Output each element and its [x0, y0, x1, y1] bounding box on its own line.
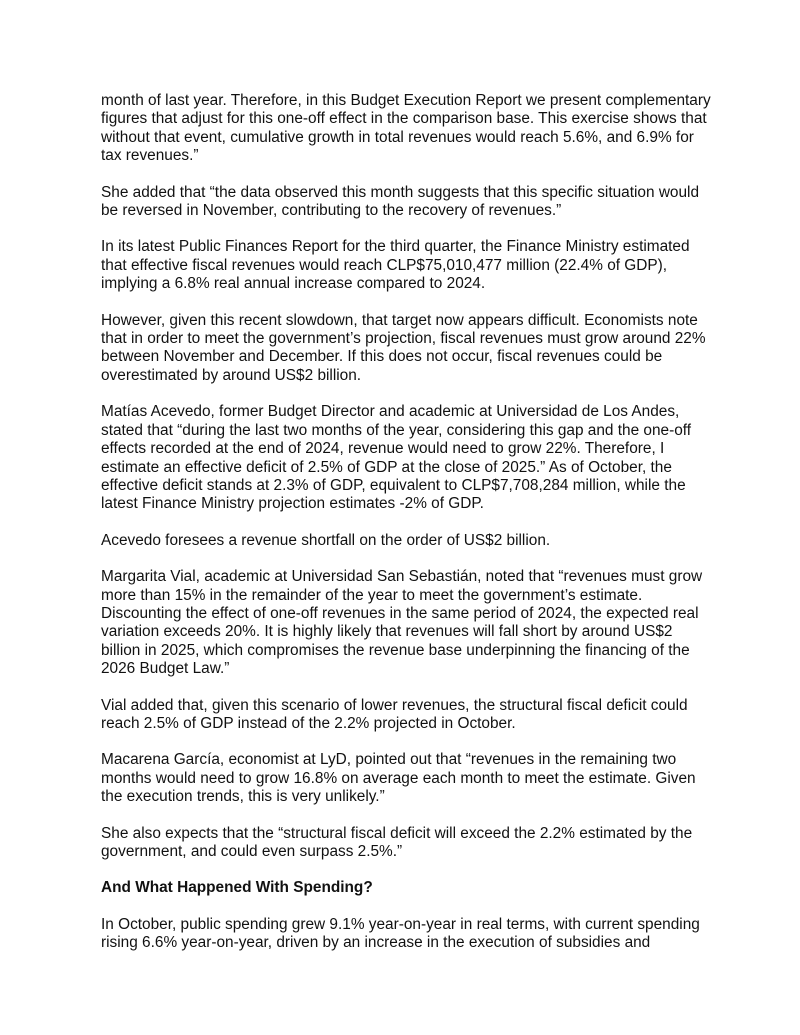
paragraph: However, given this recent slowdown, that target now appears difficult. Economists note that in order to meet the government’s projection, fiscal revenues must grow around 22% between November and December. If this does not occur, fiscal revenues could be overestimated by around US$2 billion. [101, 311, 706, 384]
paragraph: In October, public spending grew 9.1% year-on-year in real terms, with current spending rising 6.6% year-on-year, driven by an increase in the execution of subsidies and [101, 915, 700, 952]
paragraph: She also expects that the “structural fiscal deficit will exceed the 2.2% estimated by the government, and could even surpass 2.5%.” [101, 824, 693, 860]
paragraph: Acevedo foresees a revenue shortfall on the order of US$2 billion. [101, 531, 551, 549]
paragraph: Margarita Vial, academic at Universidad San Sebastián, noted that “revenues must grow more than 15% in the remainder of the year to meet the government’s estimate. Discounting the effect of one-off revenues in the same period of 2024, the expected real variation exceeds 20%. It is highly likely that revenues will fall short by around US$2 billion in 2025, which compromises the revenue base underpinning the financing of the 2026 Budget Law.” [101, 568, 703, 678]
paragraph: Vial added that, given this scenario of lower revenues, the structural fiscal deficit could reach 2.5% of GDP instead of the 2.2% projected in October. [101, 696, 688, 732]
paragraph: month of last year. Therefore, in this Budget Execution Report we present complementary figures that adjust for this one-off effect in the comparison base. This exercise shows that without that event, cumulative growth in total revenues would reach 5.6%, and 6.9% for tax revenues.” [101, 92, 711, 165]
paragraph: She added that “the data observed this month suggests that this specific situation would be reversed in November, contributing to the recovery of revenues.” [101, 183, 700, 220]
section-heading: And What Happened With Spending? [101, 879, 373, 897]
paragraph: In its latest Public Finances Report for the third quarter, the Finance Ministry estimated that effective fiscal revenues would reach CLP$75,010,477 million (22.4% of GDP), implying a 6.8% real annual increase compared to 2024. [101, 238, 690, 293]
document-page [101, 92, 711, 971]
paragraph: Macarena García, economist at LyD, pointed out that “revenues in the remaining two months would need to grow 16.8% on average each month to meet the estimate. Given the execution trends, this is very unlikely.” [101, 751, 696, 806]
paragraph: Matías Acevedo, former Budget Director and academic at Universidad de Los Andes, stated that “during the last two months of the year, considering this gap and the one-off effects recorded at the end of 2024, revenue would need to grow 22%. Therefore, I estimate an effective deficit of 2.5% of GDP at the close of 2025.” As of October, the effective deficit stands at 2.3% of GDP, equivalent to CLP$7,708,284 million, while the latest Finance Ministry projection estimates -2% of GDP. [101, 403, 692, 513]
